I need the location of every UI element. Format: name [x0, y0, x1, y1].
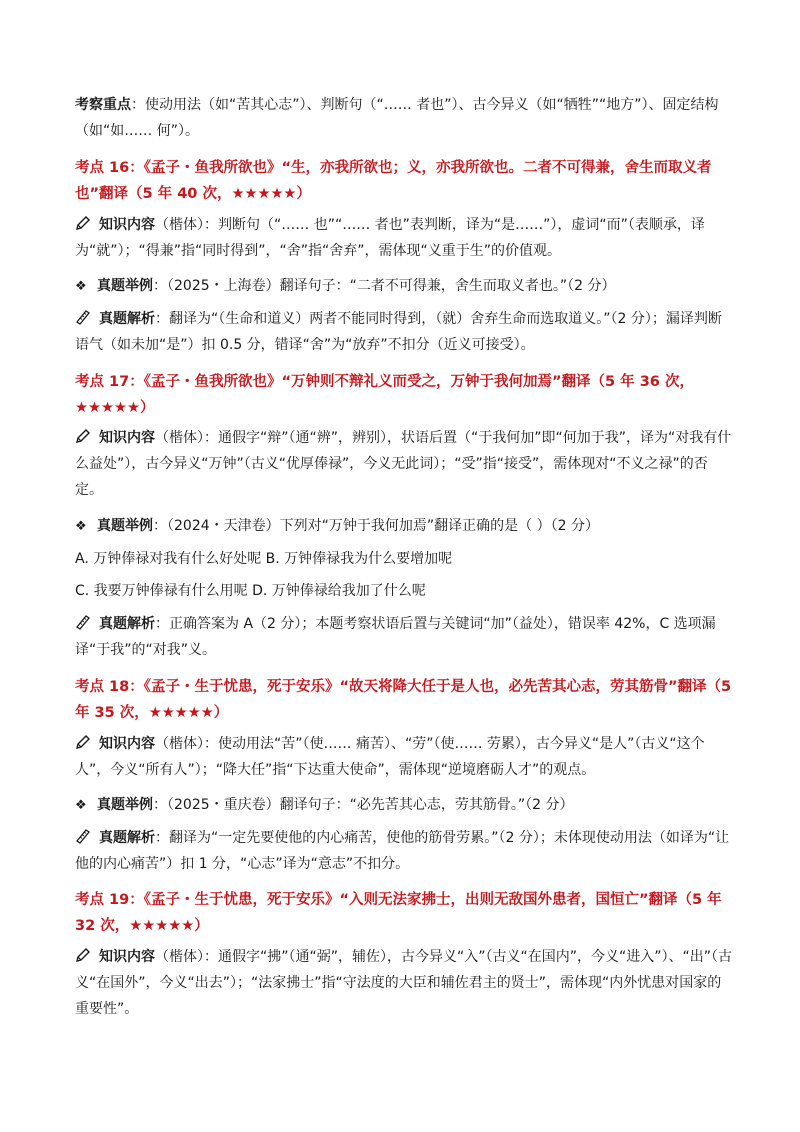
example-label: 真题举例 — [97, 797, 153, 813]
ruler-pencil-icon — [75, 828, 93, 844]
knowledge-label: 知识内容 — [99, 949, 155, 965]
analysis-label: 真题解析 — [99, 616, 155, 632]
point-17-heading: 考点 17：《孟子・鱼我所欲也》“万钟则不辩礼义而受之，万钟于我何加焉”翻译（5 年 36 次，★★★★★） — [75, 374, 694, 416]
knowledge-text: （楷体）：判断句（“…… 也”“…… 者也”表判断，译为“是……”），虚词“而”（表顺承，译为“就”）；“得兼”指“同时得到”，“舍”指“舍弃”，需体现“义重于生”的价值观。 — [75, 217, 705, 259]
example-label: 真题举例 — [97, 278, 153, 294]
diamond-bullet-icon: ❖ — [75, 279, 87, 294]
pencil-icon — [75, 947, 93, 963]
ruler-pencil-icon — [75, 614, 93, 630]
example-text: ：（2025・上海卷）翻译句子：“二者不可得兼，舍生而取义者也。”（2 分） — [153, 278, 616, 294]
diamond-bullet-icon: ❖ — [75, 519, 87, 534]
pencil-icon — [75, 734, 93, 750]
example-label: 真题举例 — [97, 518, 153, 534]
analysis-text: ：正确答案为 A（2 分）；本题考察状语后置与关键词“加”（益处），错误率 42%，C 选项漏译“于我”的“对我”义。 — [75, 616, 716, 658]
point-18-knowledge — [75, 731, 735, 783]
pencil-icon — [75, 428, 93, 444]
point-17-option-cd: C. 我要万钟俸禄有什么用呢 D. 万钟俸禄给我加了什么呢 — [75, 583, 426, 599]
point-17-analysis — [75, 611, 735, 663]
analysis-label: 真题解析 — [99, 311, 155, 327]
knowledge-text: （楷体）：通假字“拂”（通“弼”，辅佐），古今异义“入”（古义“在国内”，今义“进入”）、“出”（古义“在国外”，今义“出去”）；“法家拂士”指“守法度的大臣和辅佐君主的贤士”，需体现“内外忧患对国家的重要性”。 — [75, 949, 733, 1017]
point-16-example — [75, 273, 735, 300]
ruler-pencil-icon — [75, 309, 93, 325]
diamond-bullet-icon: ❖ — [75, 798, 87, 813]
knowledge-label: 知识内容 — [99, 736, 155, 752]
analysis-text: ：翻译为“（生命和道义）两者不能同时得到，（就）舍弃生命而选取道义。”（2 分）；漏译判断语气（如未加“是”）扣 0.5 分，错译“舍”为“放弃”不扣分（近义可接受）。 — [75, 311, 722, 353]
point-16-analysis — [75, 306, 735, 358]
point-19-knowledge — [75, 944, 735, 1022]
point-17-example — [75, 513, 735, 540]
intro-paragraph — [75, 92, 735, 144]
point-19-heading: 考点 19：《孟子・生于忧患，死于安乐》“入则无法家拂士，出则无敌国外患者，国恒亡”翻译（5 年 32 次，★★★★★） — [75, 892, 722, 934]
point-16-knowledge — [75, 212, 735, 264]
analysis-label: 真题解析 — [99, 830, 155, 846]
intro-text: ：使动用法（如“苦其心志”）、判断句（“…… 者也”）、古今异义（如“牺牲”“地方”）、固定结构（如“如…… 何”）。 — [75, 97, 719, 139]
point-17-option-ab: A. 万钟俸禄对我有什么好处呢 B. 万钟俸禄我为什么要增加呢 — [75, 551, 453, 567]
knowledge-label: 知识内容 — [99, 217, 155, 233]
point-18-heading: 考点 18：《孟子・生于忧患，死于安乐》“故天将降大任于是人也，必先苦其心志，劳其筋骨”翻译（5 年 35 次，★★★★★） — [75, 679, 732, 721]
point-17-knowledge — [75, 425, 735, 503]
example-text: ：（2024・天津卷）下列对“万钟于我何加焉”翻译正确的是（ ）（2 分） — [153, 518, 599, 534]
point-16-heading: 考点 16：《孟子・鱼我所欲也》“生，亦我所欲也；义，亦我所欲也。二者不可得兼，舍生而取义者也”翻译（5 年 40 次，★★★★★） — [75, 160, 712, 202]
analysis-text: ：翻译为“一定先要使他的内心痛苦，使他的筋骨劳累。”（2 分）；未体现使动用法（如译为“让他的内心痛苦”）扣 1 分，“心志”译为“意志”不扣分。 — [75, 830, 730, 872]
knowledge-text: （楷体）：通假字“辩”（通“辨”，辨别），状语后置（“于我何加”即“何加于我”，译为“对我有什么益处”），古今异义“万钟”（古义“优厚俸禄”，今义无此词）；“受”指“接受”，需体现对“不义之禄”的否定。 — [75, 430, 732, 498]
example-text: ：（2025・重庆卷）翻译句子：“必先苦其心志，劳其筋骨。”（2 分） — [153, 797, 574, 813]
point-18-example — [75, 792, 735, 819]
intro-label: 考察重点 — [75, 97, 131, 113]
knowledge-label: 知识内容 — [99, 430, 155, 446]
point-18-analysis — [75, 825, 735, 877]
knowledge-text: （楷体）：使动用法“苦”（使…… 痛苦）、“劳”（使…… 劳累），古今异义“是人”（古义“这个人”，今义“所有人”）；“降大任”指“下达重大使命”，需体现“逆境磨砺人才”的观点。 — [75, 736, 705, 778]
pencil-icon — [75, 215, 93, 231]
